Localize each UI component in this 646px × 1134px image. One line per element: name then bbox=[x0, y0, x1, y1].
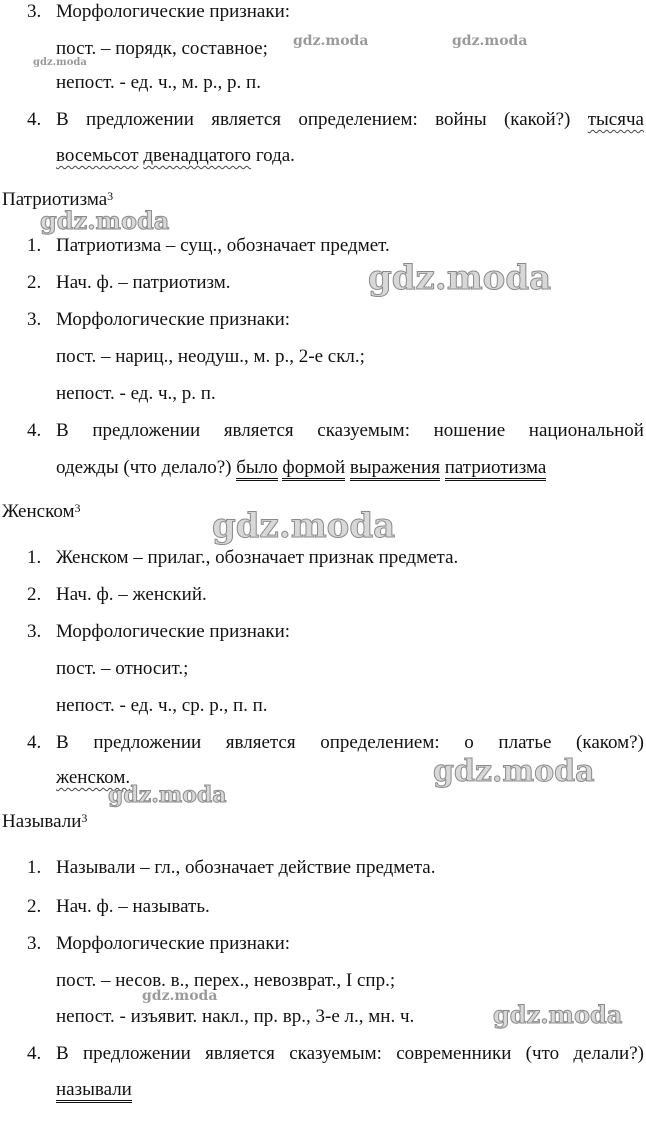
word: называли bbox=[56, 1079, 132, 1103]
word-heading: Патриотизма$^3$ bbox=[2, 189, 114, 210]
word: В bbox=[56, 109, 69, 130]
watermark: gdz.moda bbox=[433, 754, 595, 789]
watermark: gdz.moda bbox=[368, 258, 552, 298]
list-number: 4. bbox=[27, 420, 42, 441]
word: (каком?) bbox=[576, 732, 644, 753]
variable-features: непост. - ед. ч., ср. р., п. п. bbox=[56, 695, 268, 716]
sentence-role-line bbox=[56, 731, 644, 755]
list-item-text: Морфологические признаки: bbox=[56, 1, 291, 22]
list-item-text: Морфологические признаки: bbox=[56, 309, 291, 330]
word-heading: Называли$^3$ bbox=[2, 811, 88, 832]
word: предложении bbox=[82, 1043, 191, 1064]
watermark: gdz.moda bbox=[452, 33, 528, 49]
word: платье bbox=[498, 732, 552, 753]
list-number: 2. bbox=[27, 272, 42, 293]
word: формой bbox=[282, 457, 345, 481]
word: является bbox=[223, 420, 294, 441]
list-number: 3. bbox=[27, 621, 42, 642]
constant-features: пост. – относит.; bbox=[56, 658, 189, 679]
constant-features: пост. – несов. в., перех., невозврат., I спр.; bbox=[56, 970, 396, 991]
list-number: 3. bbox=[27, 309, 42, 330]
watermark: gdz.moda bbox=[33, 57, 87, 68]
word: делали?) bbox=[573, 1043, 644, 1064]
word: было bbox=[236, 457, 277, 481]
list-item-text: Морфологические признаки: bbox=[56, 933, 291, 954]
watermark: gdz.moda bbox=[212, 506, 396, 546]
word: определением: bbox=[298, 109, 418, 130]
list-item-text: Нач. ф. – патриотизм. bbox=[56, 272, 231, 293]
list-number: 2. bbox=[27, 896, 42, 917]
variable-features: непост. - ед. ч., м. р., р. п. bbox=[56, 72, 261, 93]
word: является bbox=[205, 1043, 275, 1064]
word: двенадцатого bbox=[143, 145, 252, 166]
sentence-role-line-2 bbox=[56, 144, 295, 168]
word: выражения bbox=[350, 457, 440, 481]
word: сказуемым: bbox=[317, 420, 410, 441]
list-number: 3. bbox=[27, 1, 42, 22]
word: определением: bbox=[320, 732, 440, 753]
list-number: 1. bbox=[27, 547, 42, 568]
variable-features: непост. - ед. ч., р. п. bbox=[56, 383, 216, 404]
watermark: gdz.moda bbox=[108, 782, 227, 808]
word: тысяча bbox=[587, 109, 644, 130]
list-item-text: Женском – прилаг., обозначает признак предмета. bbox=[56, 547, 459, 568]
watermark: gdz.moda bbox=[293, 33, 369, 49]
word: (какой?) bbox=[503, 109, 571, 130]
word: В bbox=[56, 732, 69, 753]
word: В bbox=[56, 420, 69, 441]
word: патриотизма bbox=[445, 457, 547, 481]
list-number: 4. bbox=[27, 109, 42, 130]
word: войны bbox=[435, 109, 487, 130]
sentence-role-line bbox=[56, 1042, 644, 1066]
word: женском. bbox=[56, 767, 131, 788]
list-item-text: Нач. ф. – называть. bbox=[56, 896, 210, 917]
list-number: 3. bbox=[27, 933, 42, 954]
sentence-role-line bbox=[56, 108, 644, 132]
word: современники bbox=[396, 1043, 512, 1064]
word: предложении bbox=[93, 732, 202, 753]
list-number: 4. bbox=[27, 732, 42, 753]
list-item-text: Называли – гл., обозначает действие предмета. bbox=[56, 857, 436, 878]
list-number: 4. bbox=[27, 1043, 42, 1064]
word: (что bbox=[525, 1043, 560, 1064]
sentence-role-line-2 bbox=[56, 456, 546, 480]
list-item-text: Патриотизма – сущ., обозначает предмет. bbox=[56, 235, 390, 256]
list-number: 2. bbox=[27, 584, 42, 605]
word: о bbox=[464, 732, 474, 753]
list-item-text: Морфологические признаки: bbox=[56, 621, 291, 642]
word: предложении bbox=[92, 420, 201, 441]
word: является bbox=[225, 732, 296, 753]
sentence-role-line-2 bbox=[56, 1078, 132, 1102]
word: ношение bbox=[433, 420, 506, 441]
watermark: gdz.moda bbox=[142, 988, 218, 1004]
sentence-role-line bbox=[56, 419, 644, 443]
list-item-text: Нач. ф. – женский. bbox=[56, 584, 207, 605]
list-number: 1. bbox=[27, 857, 42, 878]
watermark: gdz.moda bbox=[40, 206, 170, 235]
constant-features: пост. – нариц., неодуш., м. р., 2-е скл.; bbox=[56, 346, 365, 367]
word: предложении bbox=[86, 109, 194, 130]
word: сказуемым: bbox=[289, 1043, 382, 1064]
word: В bbox=[56, 1043, 69, 1064]
word: национальной bbox=[528, 420, 644, 441]
variable-features: непост. - изъявит. накл., пр. вр., 3-е л., мн. ч. bbox=[56, 1006, 415, 1027]
constant-features: пост. – порядк, составное; bbox=[56, 38, 268, 59]
list-number: 1. bbox=[27, 235, 42, 256]
word-heading: Женском$^3$ bbox=[2, 501, 81, 522]
watermark: gdz.moda bbox=[493, 1000, 623, 1029]
text: одежды (что делало?) bbox=[56, 457, 232, 478]
word: восемьсот bbox=[56, 145, 139, 166]
word: года. bbox=[255, 145, 295, 166]
word: является bbox=[211, 109, 282, 130]
